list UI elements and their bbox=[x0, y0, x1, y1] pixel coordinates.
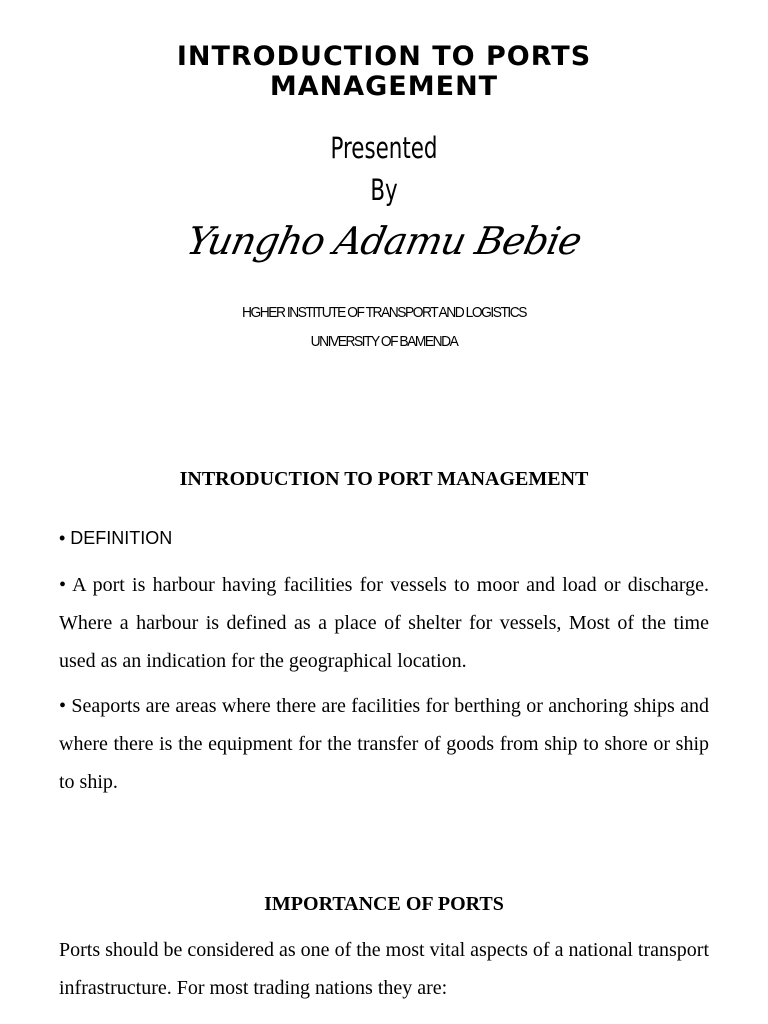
definition-bullet: • DEFINITION bbox=[59, 528, 173, 548]
paragraph-seaports: • Seaports are areas where there are facilities for berthing or anchoring ships and where there is the equipment for the transfer of goods from ship to shore or ship to ship. bbox=[59, 695, 709, 793]
author-name: Yungho Adamu Bebie bbox=[182, 219, 586, 263]
university-name: UNIVERSITY OF BAMENDA bbox=[310, 333, 458, 350]
document-title bbox=[0, 42, 768, 102]
presented-line: Presented bbox=[330, 131, 438, 165]
document-title-line1: INTRODUCTION TO PORTS bbox=[176, 41, 592, 72]
document-title-line2: MANAGEMENT bbox=[269, 71, 499, 102]
paragraph-importance: Ports should be considered as one of the most vital aspects of a national transport infrastructure. For most trading nations they are: bbox=[59, 939, 709, 999]
section-heading-importance: IMPORTANCE OF PORTS bbox=[264, 893, 504, 915]
paragraph-port-definition: • A port is harbour having facilities for vessels to moor and load or discharge. Where a harbour is defined as a place of shelter for vessels, Most of the time used as an indication for the geographical location. bbox=[59, 574, 709, 672]
institution-name: HGHER INSTITUTE OF TRANSPORT AND LOGISTICS bbox=[242, 304, 526, 321]
section-heading-introduction: INTRODUCTION TO PORT MANAGEMENT bbox=[179, 468, 589, 490]
by-line: By bbox=[370, 173, 398, 207]
